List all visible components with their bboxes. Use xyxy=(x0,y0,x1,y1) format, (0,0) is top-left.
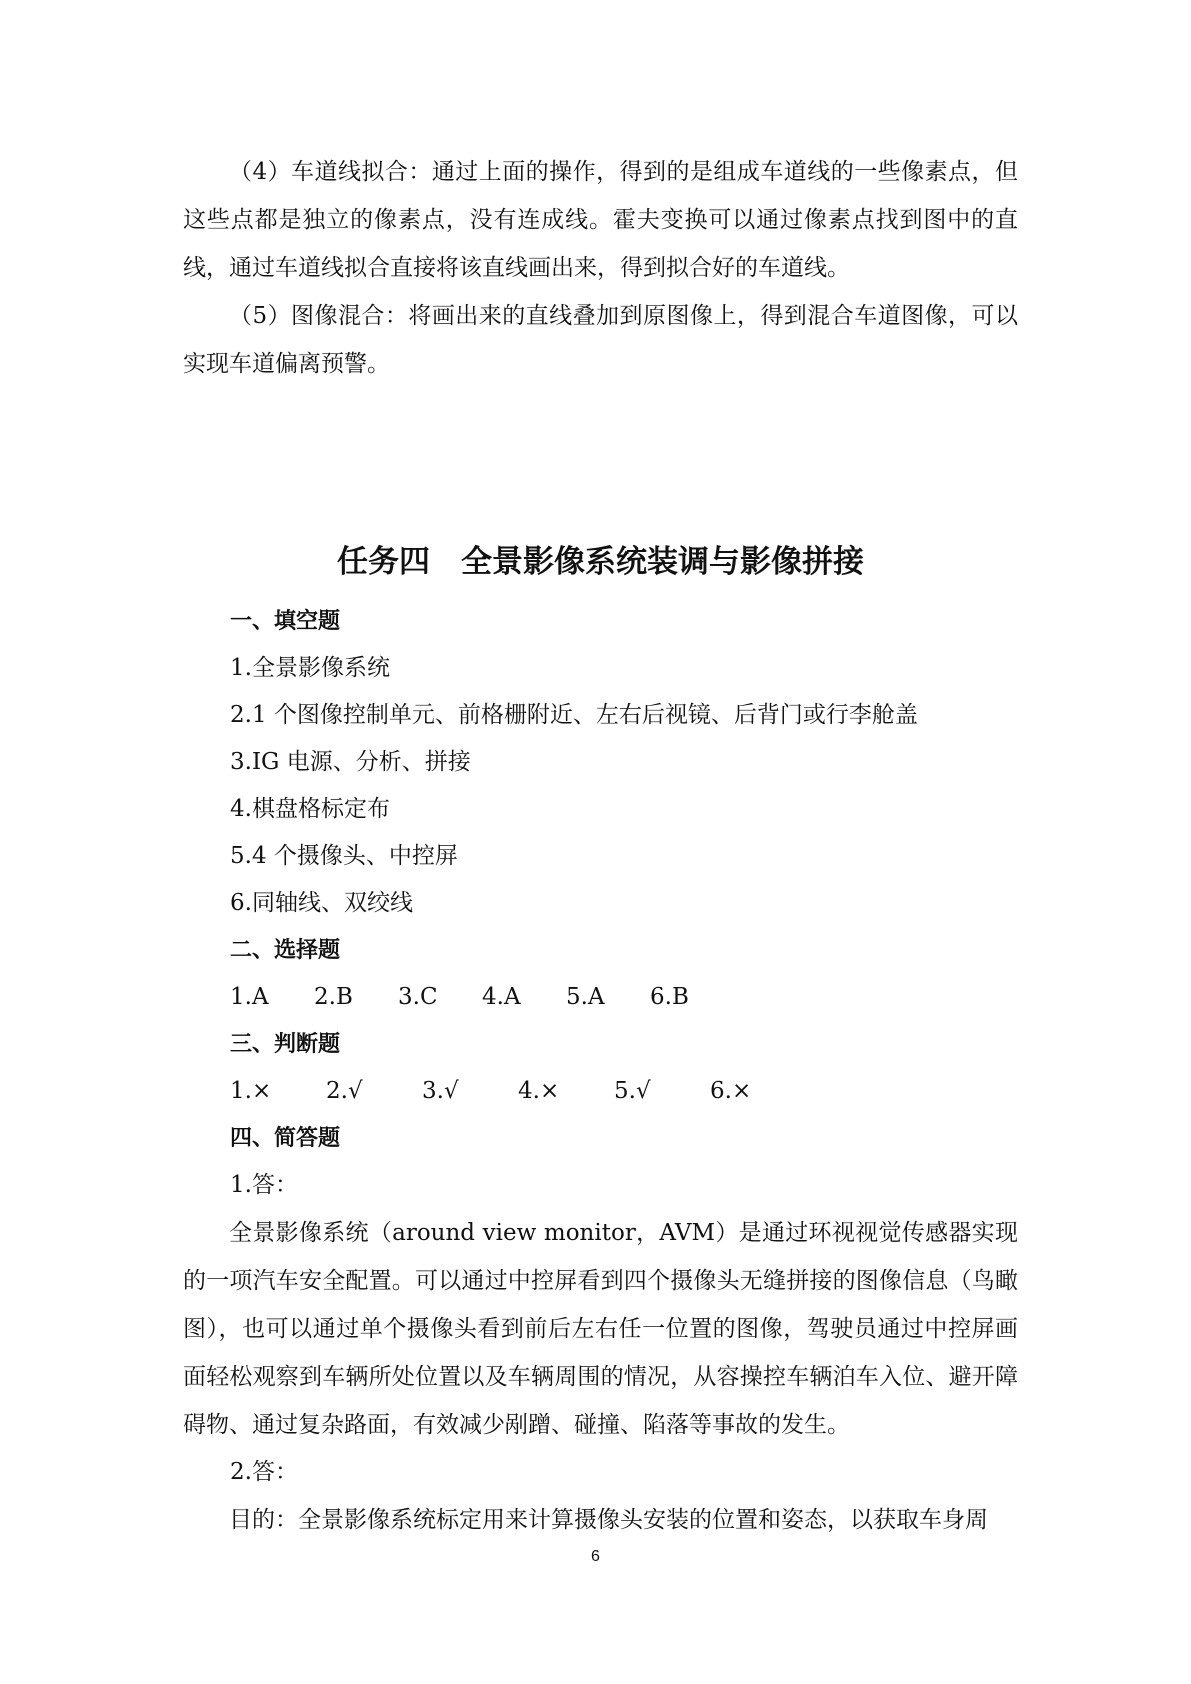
section-gap xyxy=(183,388,1018,538)
multiple-choice-answers xyxy=(183,974,1018,1021)
short-answer-2-label: 2.答： xyxy=(230,1459,298,1485)
paragraph-image-blending: （5）图像混合：将画出来的直线叠加到原图像上，得到混合车道图像，可以实现车道偏离预警。 xyxy=(183,303,1018,377)
fill-blank-answer-3: 3.IG 电源、分析、拼接 xyxy=(230,749,471,775)
fill-blank-answer-4: 4.棋盘格标定布 xyxy=(230,796,390,822)
choice-answer-4: 4.A xyxy=(482,984,521,1010)
page-content xyxy=(183,148,1018,1544)
choice-answer-2: 2.B xyxy=(314,984,353,1010)
short-answer-1-text: 全景影像系统（around view monitor，AVM）是通过环视视觉传感器实现的一项汽车安全配置。可以通过中控屏看到四个摄像头无缝拼接的图像信息（鸟瞰图），也可以通过单个摄像头看到前后左右任一位置的图像，驾驶员通过中控屏画面轻松观察到车辆所处位置以及车辆周围的情况，从容操控车辆泊车入位、避开障碍物、通过复杂路面，有效减少剐蹭、碰撞、陷落等事故的发生。 xyxy=(183,1220,1018,1438)
page-number: 6 xyxy=(591,1548,600,1565)
choice-answer-5: 5.A xyxy=(566,984,605,1010)
fill-blank-answer-5: 5.4 个摄像头、中控屏 xyxy=(230,843,458,869)
fill-blank-answer-1: 1.全景影像系统 xyxy=(230,655,390,681)
heading-fill-blank: 一、填空题 xyxy=(230,609,341,634)
task-title: 任务四 全景影像系统装调与影像拼接 xyxy=(337,544,864,580)
heading-short-answer: 四、简答题 xyxy=(230,1126,341,1151)
choice-answer-3: 3.C xyxy=(398,984,438,1010)
judge-answer-3: 3.√ xyxy=(422,1078,459,1104)
choice-answer-6: 6.B xyxy=(650,984,689,1010)
judge-answer-5: 5.√ xyxy=(614,1078,651,1104)
title-gap xyxy=(183,586,1018,598)
fill-blank-answer-2: 2.1 个图像控制单元、前格栅附近、左右后视镜、后背门或行李舱盖 xyxy=(230,702,918,728)
heading-true-false: 三、判断题 xyxy=(230,1032,341,1057)
judge-answer-6: 6.× xyxy=(710,1078,752,1104)
paragraph-lane-fitting: （4）车道线拟合：通过上面的操作，得到的是组成车道线的一些像素点，但这些点都是独立的像素点，没有连成线。霍夫变换可以通过像素点找到图中的直线，通过车道线拟合直接将该直线画出来，得到拟合好的车道线。 xyxy=(183,159,1018,281)
judge-answer-1: 1.× xyxy=(230,1078,272,1104)
true-false-answers xyxy=(183,1068,1018,1115)
judge-answer-4: 4.× xyxy=(518,1078,560,1104)
short-answer-2-text: 目的：全景影像系统标定用来计算摄像头安装的位置和姿态，以获取车身周 xyxy=(229,1507,988,1533)
heading-multiple-choice: 二、选择题 xyxy=(230,938,341,963)
choice-answer-1: 1.A xyxy=(230,984,269,1010)
fill-blank-answer-6: 6.同轴线、双绞线 xyxy=(230,890,413,916)
judge-answer-2: 2.√ xyxy=(326,1078,363,1104)
short-answer-1-label: 1.答： xyxy=(230,1172,298,1198)
